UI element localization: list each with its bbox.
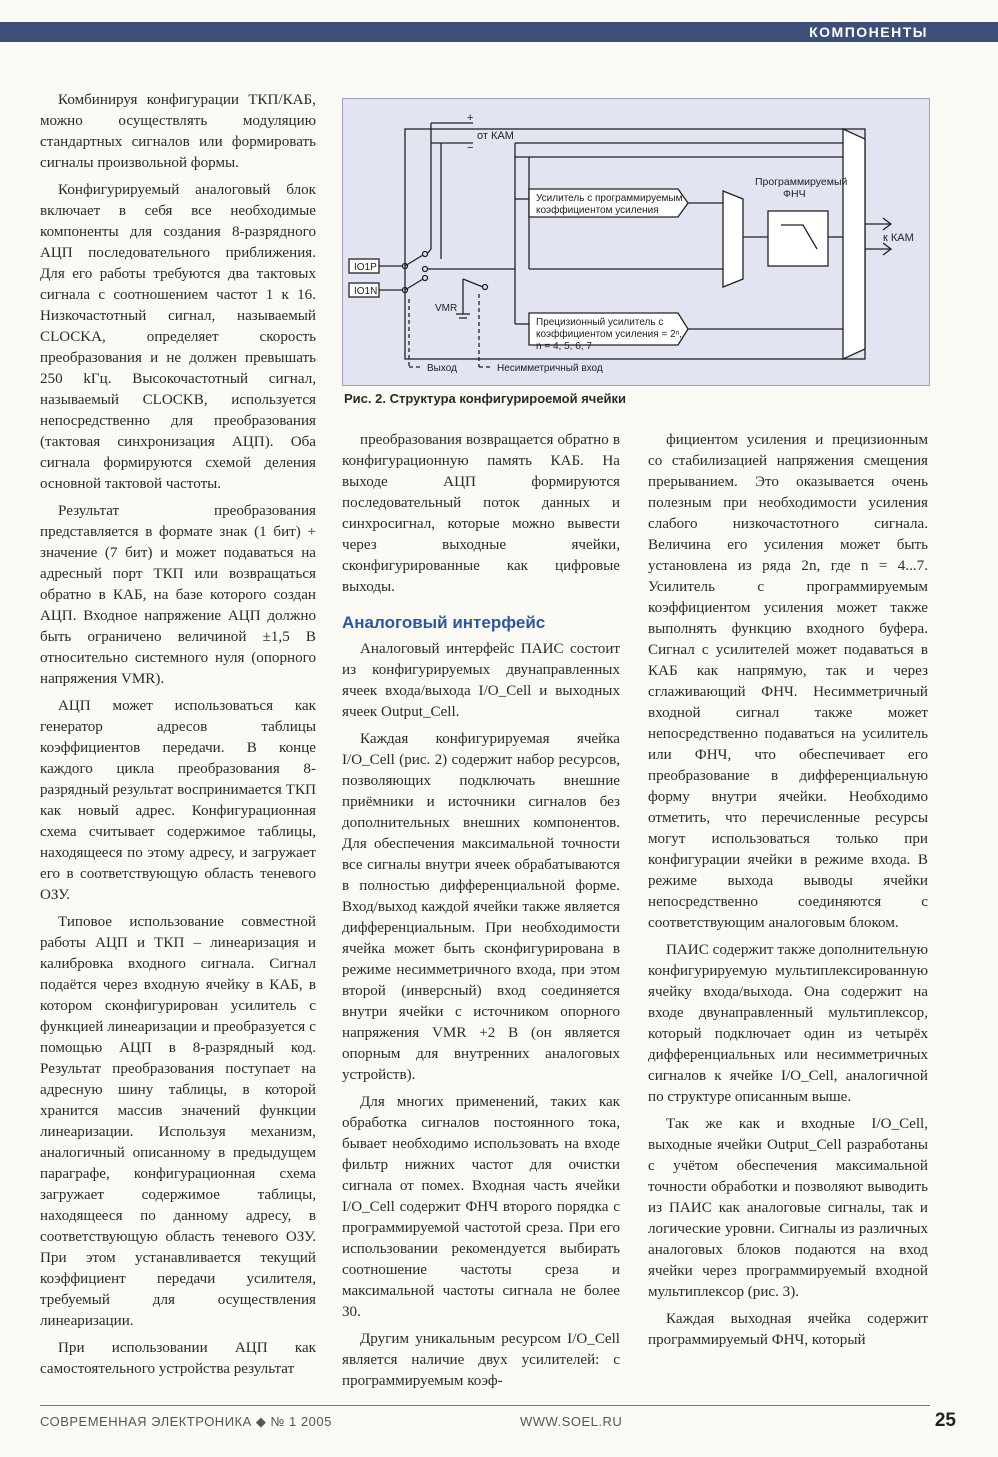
cell-structure-diagram: [343, 99, 929, 385]
paragraph: Результат преобразования представляется в формате знак (1 бит) + значение (7 бит) и может подаваться на адресный порт ТКП или возвращаться обратно в КАБ, на базе которого создан АЦП. Входное напряжение АЦП должно быть ограничено величиной ±1,5 В относительно системного нуля (опорного напряжения VMR).: [40, 503, 316, 687]
switch: [463, 279, 483, 287]
wire: [427, 249, 431, 254]
page-number: 25: [934, 1410, 956, 1431]
paragraph: АЦП может использоваться как генератор адресов таблицы коэффициентов передачи. В конце каждого цикла преобразования 8-разрядный результат воспринимается ТКП как новый адрес. Конфигурационная схема считывает содержимое таблицы, находящееся по этому адресу, и загружает его в соответствующую область теневого ОЗУ.: [40, 698, 316, 903]
footer-rule: [40, 1405, 930, 1406]
label-pga-line1: Усилитель с программируемым: [536, 193, 683, 204]
label-vmr: VMR: [435, 303, 458, 314]
text-column-2: [342, 430, 620, 1398]
paragraph: При использовании АЦП как самостоятельного устройства результат: [40, 1340, 316, 1377]
footer-url: WWW.SOEL.RU: [520, 1414, 623, 1429]
label-io1n: IO1N: [354, 286, 378, 297]
lpf-block: [768, 211, 828, 266]
paragraph: Каждая выходная ячейка содержит программируемый ФНЧ, который: [648, 1311, 928, 1348]
label-pga-line2: коэффициентом усиления: [536, 205, 659, 216]
label-minus: −: [467, 142, 474, 154]
figure-caption: Рис. 2. Структура конфигурироемой ячейки: [344, 391, 627, 406]
output-mux: [843, 129, 865, 359]
filter-input-mux: [723, 191, 743, 287]
section-title: КОМПОНЕНТЫ: [809, 24, 928, 40]
header-bar: [0, 22, 998, 42]
figure-2-diagram: [342, 98, 930, 386]
switch: [405, 279, 423, 290]
paragraph: преобразования возвращается обратно в конфигурационную память КАБ. На выходе АЦП формируются последовательный поток данных и синхросигнал, которые можно вывести через выходные ячейки, сконфигурированные как цифровые выходы.: [342, 432, 620, 595]
label-precision-line1: Прецизионный усилитель с: [536, 317, 664, 328]
switch-node: [423, 252, 428, 257]
label-to-kam: к КАМ: [883, 232, 914, 244]
paragraph: Каждая конфигурируемая ячейка I/O_Cell (рис. 2) содержит набор ресурсов, позволяющих подключать внешние приёмники и источники сигналов без дополнительных внешних компонентов. Для обеспечения максимальной точности все сигналы внутри ячеек обрабатываются в полностью дифференциальной форме. Вход/выход каждой ячейки также является дифференциальным. При необходимости ячейка может быть сконфигурирована в режиме несимметричного входа, при этом второй (инверсный) вход соединяется внутри ячейки с источником опорного напряжения VMR +2 В (он является опорным для внутренних аналоговых устройств).: [342, 731, 620, 1083]
paragraph: Типовое использование совместной работы АЦП и ТКП – линеаризация и калибровка входного сигнала. Сигнал подаётся через входную ячейку в КАБ, в котором сконфигурирован усилитель с функцией линеаризации и преобразуется с помощью АЦП в 8-разрядный код. Результат преобразования поступает на адресную шину таблицы, в которой хранится массив значений функции линеаризации. Используя механизм, аналогичный описанному в предыдущем параграфе, конфигурационная схема загружает содержимое таблицы, находящееся по данному адресу, в соответствующую область теневого ОЗУ. При этом устанавливается текущий коэффициент передачи усилителя, требуемый для осуществления линеаризации.: [40, 914, 316, 1329]
paragraph: Конфигурируемый аналоговый блок включает в себя все необходимые компоненты для создания 8-разрядного АЦП последовательного приближения. Для его работы требуются два тактовых сигнала с соотношением частот 1 к 16. Низкочастотный сигнал, называемый CLOCKA, определяет скорость преобразования и не должен превышать 250 kГц. Высокочастотный сигнал, называемый CLOCKB, используется непосредственно для преобразования (тактовая синхронизация АЦП). Оба сигнала формируются схемой деления основной тактовой частоты.: [40, 182, 316, 492]
switch-node: [423, 276, 428, 281]
label-precision-line2: коэффициентом усиления = 2ⁿ,: [536, 329, 683, 340]
paragraph: Комбинируя конфигурации ТКП/КАБ, можно осуществлять модуляцию стандартных сигналов или формировать сигналы произвольной формы.: [40, 92, 316, 171]
label-output: Выход: [427, 363, 457, 374]
label-precision-line3: n = 4, 5, 6, 7: [536, 341, 592, 352]
paragraph: Для многих применений, таких как обработка сигналов постоянного тока, бывает необходимо использовать на входе фильтр нижних частот для очистки сигнала от помех. Входная часть ячейки I/O_Cell содержит ФНЧ второго порядка с программируемой частотой среза. При его использовании рекомендуется выбирать соотношение частоты среза и максимальной частоты сигнала не более 30.: [342, 1094, 620, 1320]
switch-node: [483, 285, 488, 290]
footer-magazine: СОВРЕМЕННАЯ ЭЛЕКТРОНИКА ◆ № 1 2005: [40, 1414, 332, 1429]
label-plus: +: [467, 112, 474, 124]
label-io1p: IO1P: [354, 262, 377, 273]
section-heading: Аналоговый интерфейс: [342, 613, 546, 632]
paragraph: фициентом усиления и прецизионным со стабилизацией напряжения смещения прерыванием. Это оказывается очень полезным при необходимости усиления слабого низкочастотного сигнала. Величина его усиления может быть установлена из ряда 2n, где n = 4...7. Усилитель с программируемым коэффициентом усиления может также выполнять функцию входного буфера. Сигнал с усилителей может подаваться в КАБ как напрямую, так и через сглаживающий ФНЧ. Несимметричный входной сигнал также может непосредственно подаваться на усилитель или ФНЧ, что обеспечивает его преобразование в дифференциальную форму внутри ячейки. Необходимо отметить, что перечисленные ресурсы могут использоваться только при конфигурации ячейки в режиме входа. В режиме выхода выводы ячейки непосредственно соединяются с соответствующим аналоговым блоком.: [648, 432, 928, 931]
switch-node: [423, 267, 428, 272]
label-filter-line2: ФНЧ: [783, 188, 806, 200]
label-from-kam: от КАМ: [477, 130, 514, 142]
text-column-1: [40, 90, 316, 1386]
paragraph: Другим уникальным ресурсом I/O_Cell является наличие двух усилителей: с программируемым коэф-: [342, 1331, 620, 1389]
paragraph: Аналоговый интерфейс ПАИС состоит из конфигурируемых двунаправленных ячеек входа/выхода I/O_Cell и выходных ячеек Output_Cell.: [342, 641, 620, 720]
paragraph: ПАИС содержит также дополнительную конфигурируемую мультиплексированную ячейку входа/выхода. Она содержит на входе двунаправленный мультиплексор, который подключает один из четырёх дифференциальных или несимметричных сигналов к ячейке I/O_Cell, аналогичной по структуре описанным выше.: [648, 942, 928, 1105]
label-filter-line1: Программируемый: [755, 176, 848, 188]
text-column-3: [648, 430, 928, 1357]
paragraph: Так же как и входные I/O_Cell, выходные ячейки Output_Cell разработаны с учётом обеспечения максимальной точности обработки и позволяют выводить из ПАИС как аналоговые сигналы, так и логические уровни. Сигналы из различных аналоговых блоков подаются на вход ячейки через программируемый входной мультиплексор (рис. 3).: [648, 1116, 928, 1300]
switch: [405, 255, 423, 266]
label-single-ended: Несимметричный вход: [497, 363, 603, 374]
